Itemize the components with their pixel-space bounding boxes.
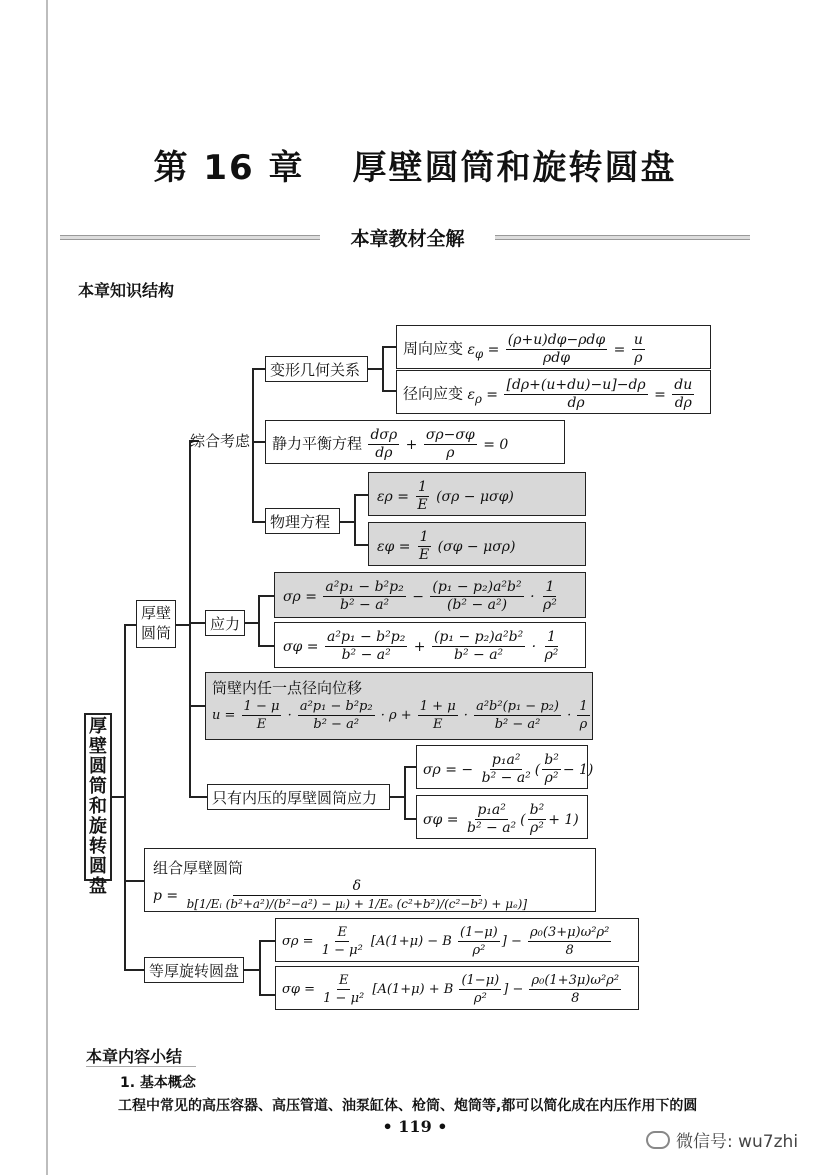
connector xyxy=(252,521,265,523)
internal-2-d1: b² − a² xyxy=(467,820,517,836)
displacement-d3: E xyxy=(432,717,443,732)
radial-strain-den: dρ xyxy=(567,395,585,411)
displacement-d2: b² − a² xyxy=(313,717,360,732)
rot-2-d2: ρ² xyxy=(473,991,487,1006)
rot-1-lhs: σρ = xyxy=(282,934,314,949)
connector xyxy=(244,969,260,971)
connector xyxy=(112,796,124,798)
internal-2-d2: ρ² xyxy=(530,820,544,836)
physical-2-lhs: εφ = xyxy=(377,538,411,555)
radial-strain-lhs: ε xyxy=(467,386,475,403)
stress-2-n2: (p₁ − p₂)a²b² xyxy=(433,629,524,645)
formula-physical-2 xyxy=(368,522,586,566)
chapter-title xyxy=(0,140,830,189)
displacement-lhs: u = xyxy=(212,708,236,723)
rot-1-n1: E xyxy=(337,925,347,940)
internal-2-n2: b² xyxy=(529,802,545,818)
rot-2-n2: (1−μ) xyxy=(461,973,500,988)
connector xyxy=(258,595,260,645)
stress-2-n3: 1 xyxy=(547,629,556,645)
formula-hoop-strain: 周向应变 $\varepsilon_\varphi$ = $\frac{\text{(ρ+u)dφ−ρdφ}}{\text{ρdφ}}$ = $\frac{u}{\rho}$ xyxy=(396,325,711,369)
displacement-mid: · ρ + xyxy=(380,708,412,723)
internal-1-d2: ρ² xyxy=(544,770,559,786)
connector xyxy=(382,346,396,348)
connector xyxy=(252,368,254,522)
connector xyxy=(258,595,274,597)
displacement-n5: 1 xyxy=(579,699,588,714)
hoop-strain-lhs: ε xyxy=(467,341,475,358)
hoop-strain-den: ρdφ xyxy=(543,350,570,366)
connector xyxy=(252,368,265,370)
physical-1-den: E xyxy=(417,497,428,513)
formula-stress-1: σρ = $\frac{\text{a²p₁ − b²p₂}}{\text{b² − a²}}$ − $\frac{\text{(p₁ − p₂)a²b²}}{\text{(b² − a²)}}$ · $\frac{1}{\text{ρ²}}$ xyxy=(274,572,586,618)
rot-1-n2: (1−μ) xyxy=(460,925,498,940)
equilibrium-num2: σρ−σφ xyxy=(425,427,475,443)
equilibrium-label: 静力平衡方程 xyxy=(272,434,363,453)
formula-stress-2: σφ = $\frac{\text{a²p₁ − b²p₂}}{\text{b² − a²}}$ + $\frac{\text{(p₁ − p₂)a²b²}}{\text{b² − a²}}$ · $\frac{1}{\text{ρ²}}$ xyxy=(274,622,586,668)
knowledge-heading: 本章知识结构 xyxy=(78,281,175,300)
displacement-n4: a²b²(p₁ − p₂) xyxy=(476,699,559,714)
watermark xyxy=(646,1127,798,1152)
displacement-d4: b² − a² xyxy=(494,717,541,732)
internal-2-tail: + 1) xyxy=(548,811,579,828)
stress-1-n3: 1 xyxy=(545,579,555,595)
connector xyxy=(176,624,190,626)
stress-2-d2: b² − a² xyxy=(453,647,504,663)
internal-1-n1: p₁a² xyxy=(491,752,521,768)
rot-2-d3: 8 xyxy=(571,991,580,1006)
physical-2-den: E xyxy=(418,547,430,563)
rot-1-mid: [A(1+μ) − B xyxy=(370,934,452,949)
summary-item: 1. 基本概念 xyxy=(120,1075,196,1091)
connector xyxy=(259,940,261,994)
formula-rotating-1 xyxy=(275,918,639,962)
rot-1-n3: ρ₀(3+μ)ω²ρ² xyxy=(530,925,610,940)
connector xyxy=(259,940,275,942)
displacement-label: 筒壁内任一点径向位移 xyxy=(212,679,363,697)
rot-2-n3: ρ₀(1+3μ)ω²ρ² xyxy=(531,973,620,988)
equilibrium-num1: dσρ xyxy=(370,427,398,443)
hoop-strain-num2: u xyxy=(633,332,643,348)
rot-2-close: ] − xyxy=(503,982,524,997)
stress-1-lhs: σρ = xyxy=(283,588,317,605)
chapter-number: 第 16 章 xyxy=(153,148,305,188)
stress-1-d3: ρ² xyxy=(542,597,557,613)
radial-strain-label: 径向应变 xyxy=(403,384,464,403)
summary-underline xyxy=(86,1066,196,1067)
internal-2-lhs: σφ = xyxy=(423,811,459,828)
connector xyxy=(382,390,396,392)
radial-strain-num: [dρ+(u+du)−u]−dρ xyxy=(506,377,646,393)
rot-2-n1: E xyxy=(338,973,349,988)
rot-1-close: ] − xyxy=(501,934,522,949)
physical-1-lhs: ερ = xyxy=(377,488,409,505)
watermark-text: 微信号: wu7zhi xyxy=(676,1132,799,1152)
stress-2-lhs: σφ = xyxy=(283,638,319,655)
banner-rule-left xyxy=(60,235,325,240)
compound-lhs: p = xyxy=(153,887,179,904)
internal-1-n2: b² xyxy=(544,752,559,768)
stress-1-d1: b² − a² xyxy=(339,597,390,613)
connector xyxy=(382,346,384,390)
formula-physical-1 xyxy=(368,472,586,516)
connector xyxy=(404,766,416,768)
displacement-n3: 1 + μ xyxy=(419,699,456,714)
internal-2-n1: p₁a² xyxy=(477,802,506,818)
rot-1-d1: 1 − μ² xyxy=(321,943,363,958)
equilibrium-den2: ρ xyxy=(446,445,455,461)
formula-internal-1: σρ = − $\frac{\text{p₁a²}}{\text{b² − a²}}$ ( $\frac{\text{b²}}{\text{ρ²}}$ − 1) xyxy=(416,745,588,789)
physical-2-rest: (σφ − μσρ) xyxy=(437,538,516,555)
physical-1-num: 1 xyxy=(418,479,427,495)
node-thick-tube xyxy=(136,600,176,648)
hoop-strain-lhs-sub: φ xyxy=(474,346,484,361)
radial-strain-num2: du xyxy=(674,377,693,393)
node-comprehensive: 综合考虑 xyxy=(190,432,251,450)
formula-radial-strain: 径向应变 $\varepsilon_\rho$ = $\frac{[d\rho+(u+du)-u]-d\rho}{d\rho}$ = $\frac{du}{d\rho}$ xyxy=(396,370,711,414)
connector xyxy=(189,796,207,798)
connector xyxy=(404,818,416,820)
connector xyxy=(340,521,354,523)
formula-compound xyxy=(144,848,596,912)
connector xyxy=(258,645,274,647)
connector xyxy=(189,440,191,796)
radial-strain-lhs-sub: ρ xyxy=(474,391,482,406)
internal-1-d1: b² − a² xyxy=(481,770,531,786)
connector xyxy=(252,441,265,443)
connector xyxy=(189,622,205,624)
displacement-d1: E xyxy=(256,717,267,732)
physical-1-rest: (σρ − μσφ) xyxy=(436,488,514,505)
hoop-strain-den2: ρ xyxy=(634,350,643,366)
connector xyxy=(390,796,404,798)
connector xyxy=(368,368,382,370)
compound-den-a: b[ xyxy=(186,897,199,911)
connector xyxy=(354,494,356,544)
formula-rotating-2 xyxy=(275,966,639,1010)
displacement-d5: ρ xyxy=(579,717,588,732)
radial-strain-den2: dρ xyxy=(674,395,692,411)
summary-heading: 本章内容小结 xyxy=(86,1047,183,1066)
node-deformation: 变形几何关系 xyxy=(265,356,368,382)
node-stress: 应力 xyxy=(205,610,245,636)
connector xyxy=(245,622,259,624)
node-physical: 物理方程 xyxy=(265,508,340,534)
stress-1-d2: (b² − a²) xyxy=(446,597,508,613)
stress-2-op: + xyxy=(413,638,426,655)
node-rotating: 等厚旋转圆盘 xyxy=(144,957,244,983)
rot-1-d2: ρ² xyxy=(472,943,486,958)
connector xyxy=(354,544,368,546)
connector xyxy=(404,766,406,818)
displacement-n2: a²p₁ − b²p₂ xyxy=(299,699,373,714)
compound-den-b: 1/Eᵢ (b²+a²)/(b²−a²) − μᵢ) + 1/Eₑ (c²+b²)/(c²−b²) + μₑ)] xyxy=(198,897,528,911)
equilibrium-den1: dρ xyxy=(375,445,393,461)
stress-2-d3: ρ² xyxy=(544,647,559,663)
connector xyxy=(124,969,144,971)
formula-equilibrium: 静力平衡方程 $\frac{\text{dσρ}}{d\rho}$ + $\frac{\sigma\rho-\sigma\varphi}{\rho}$ = 0 xyxy=(265,420,565,464)
page-number: • 119 • xyxy=(382,1117,448,1136)
stress-1-n2: (p₁ − p₂)a²b² xyxy=(432,579,522,595)
hoop-strain-label: 周向应变 xyxy=(403,339,464,358)
connector xyxy=(189,705,205,707)
stress-1-n1: a²p₁ − b²p₂ xyxy=(325,579,404,595)
root-title-text: 厚 壁 圆 筒 和 旋 转 圆 盘 xyxy=(89,716,107,897)
stress-2-d1: b² − a² xyxy=(341,647,391,663)
connector xyxy=(124,624,126,970)
stress-2-n1: a²p₁ − b²p₂ xyxy=(327,629,406,645)
rot-2-d1: 1 − μ² xyxy=(323,991,365,1006)
chapter-name: 厚壁圆筒和旋转圆盘 xyxy=(352,148,677,188)
connector xyxy=(124,624,136,626)
wechat-icon xyxy=(646,1131,670,1149)
node-thick-tube-label: 厚壁圆筒 xyxy=(141,604,172,642)
rot-2-mid: [A(1+μ) + B xyxy=(372,982,454,997)
compound-label: 组合厚壁圆筒 xyxy=(153,859,244,877)
internal-1-tail: − 1) xyxy=(562,761,594,778)
summary-text: 工程中常见的高压容器、高压管道、油泵缸体、枪筒、炮筒等,都可以简化成在内压作用下的圆 xyxy=(118,1098,698,1114)
banner-rule-right xyxy=(490,235,750,240)
root-title xyxy=(84,713,112,897)
equilibrium-rhs: = 0 xyxy=(483,436,509,453)
displacement-n1: 1 − μ xyxy=(243,699,280,714)
rot-2-lhs: σφ = xyxy=(282,982,316,997)
node-internal-only: 只有内压的厚壁圆筒应力 xyxy=(207,784,390,810)
connector xyxy=(259,994,275,996)
section-banner xyxy=(60,224,750,248)
formula-internal-2: σφ = $\frac{\text{p₁a²}}{\text{b² − a²}}$ ( $\frac{\text{b²}}{\text{ρ²}}$ + 1) xyxy=(416,795,588,839)
hoop-strain-num: (ρ+u)dφ−ρdφ xyxy=(507,332,606,348)
connector xyxy=(354,494,368,496)
section-banner-title: 本章教材全解 xyxy=(320,224,495,251)
rot-1-d3: 8 xyxy=(565,943,574,958)
connector xyxy=(124,880,144,882)
internal-1-lhs: σρ = − xyxy=(423,761,474,778)
formula-displacement: 筒壁内任一点径向位移 u = $\frac{1 - \mu}{E}$ · $\frac{\text{a²p₁ − b²p₂}}{\text{b² − a²}}$ · ρ + $\frac{1 + \mu}{E}$ · $\frac{\text{a²b²(p₁ − p₂)}}{\text{b² − a²}}$ · $\frac{1}{\rho}$ xyxy=(205,672,593,740)
physical-2-num: 1 xyxy=(419,529,429,545)
compound-num: δ xyxy=(233,878,481,896)
stress-1-op: − xyxy=(412,588,424,605)
